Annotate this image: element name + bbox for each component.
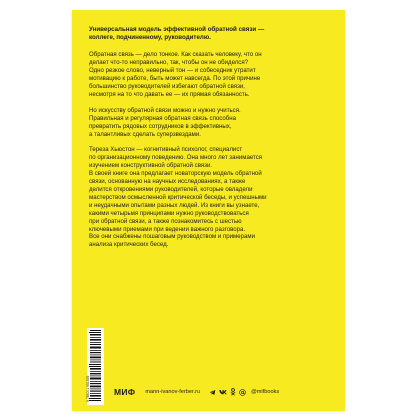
isbn-barcode <box>87 328 104 405</box>
social-links <box>209 388 279 396</box>
publisher-footer <box>114 385 279 399</box>
isbn-digits: 9 785001 951559 <box>85 375 90 402</box>
book-back-cover <box>72 10 345 411</box>
telegram-icon <box>209 389 216 396</box>
odnoklassniki-icon <box>230 388 236 396</box>
vk-icon <box>219 389 227 395</box>
lead-text: Универсальная модель эффективной обратной связи — коллеге, подчиненному, руководителю. <box>89 26 265 42</box>
publisher-logo: МИФ <box>114 387 136 397</box>
website-link: mann-ivanov-ferber.ru <box>145 389 201 395</box>
paragraph-1: Обратная связь — дело тонкое. Как сказать человеку, что он делает что-то неправильно, так, чтобы он не обиделся? Одно резкое слово, неверный тон — и собеседник утратит мотивацию к работе, быть может навсегда. По этой причине большинство руководителей избегают обратной связи, несмотря на то что давать ее — их прямая обязанность. <box>89 51 262 98</box>
paragraph-3: Тереза Хьюстон — когнитивный психолог, специалист по организационному поведению. Она много лет занимается изучением конструктивной обратной связи. В своей книге она предлагает новаторскую модель обратной связи, основанную на научных исследованиях, а также делится откровениями руководителей, которые овладели мастерством осмысленной критической беседы, и успешными и неудачными опытами разных людей. Из книги вы узнаете, какими четырьмя принципами нужно руководствоваться при обратной связи, а также познакомитесь с шестью ключевыми приемами при ведении важного разговора. Все они снабжены пошаговым руководством и примерами анализа критических бесед. <box>89 146 267 249</box>
blurb <box>89 26 329 257</box>
paragraph-2: Но искусству обратной связи можно и нужно учиться. Правильная и регулярная обратная связь способна превратить рядовых сотрудников в эффективных, а талантливых сделать суперзвездами. <box>89 106 241 138</box>
isbn-digits-graphic <box>87 328 104 405</box>
at-sign-icon <box>239 389 246 396</box>
social-handle: @mifbooks <box>251 389 280 395</box>
